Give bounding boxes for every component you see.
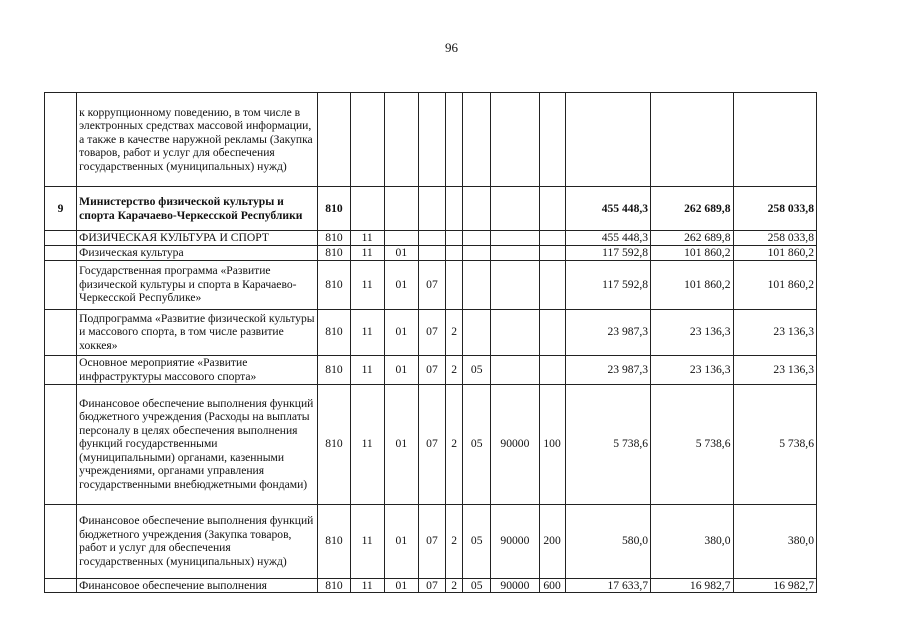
program-code-cell xyxy=(418,245,445,260)
program-code-cell: 07 xyxy=(418,578,445,593)
amount-year1-cell: 455 448,3 xyxy=(565,231,650,246)
program-code-cell: 07 xyxy=(418,504,445,578)
ministry-code-cell: 810 xyxy=(318,309,350,355)
table-body xyxy=(45,93,817,593)
activity-code-cell: 05 xyxy=(463,384,491,504)
row-name-cell: Финансовое обеспечение выполнения функций бюджетного учреждения (Закупка товаров, работ и услуг для обеспечения государственных (муниципальных) нужд) xyxy=(77,504,318,578)
activity-code-cell: 05 xyxy=(463,355,491,384)
subprogram-code-cell: 2 xyxy=(446,384,463,504)
section-code-cell: 11 xyxy=(350,504,384,578)
ministry-code-cell: 810 xyxy=(318,355,350,384)
row-name-cell: Государственная программа «Развитие физической культуры и спорта в Карачаево-Черкесской Республике» xyxy=(77,260,318,309)
amount-year2-cell: 5 738,6 xyxy=(651,384,733,504)
amount-year3-cell: 16 982,7 xyxy=(733,578,817,593)
amount-year2-cell: 262 689,8 xyxy=(651,187,733,231)
row-number-cell: 9 xyxy=(45,187,77,231)
direction-code-cell: 90000 xyxy=(491,504,539,578)
amount-year2-cell: 23 136,3 xyxy=(651,355,733,384)
subprogram-code-cell xyxy=(446,187,463,231)
ministry-code-cell: 810 xyxy=(318,578,350,593)
ministry-code-cell: 810 xyxy=(318,504,350,578)
table-row xyxy=(45,231,817,246)
section-code-cell: 11 xyxy=(350,578,384,593)
expense-type-cell xyxy=(539,231,565,246)
table-row xyxy=(45,384,817,504)
subsection-code-cell xyxy=(384,93,418,187)
row-number-cell xyxy=(45,578,77,593)
program-code-cell: 07 xyxy=(418,260,445,309)
row-number-cell xyxy=(45,504,77,578)
subsection-code-cell: 01 xyxy=(384,245,418,260)
row-name-cell: Финансовое обеспечение выполнения xyxy=(77,578,318,593)
direction-code-cell xyxy=(491,231,539,246)
amount-year1-cell: 23 987,3 xyxy=(565,355,650,384)
activity-code-cell xyxy=(463,231,491,246)
row-number-cell xyxy=(45,260,77,309)
program-code-cell xyxy=(418,93,445,187)
row-name-cell: ФИЗИЧЕСКАЯ КУЛЬТУРА И СПОРТ xyxy=(77,231,318,246)
table-row xyxy=(45,578,817,593)
row-number-cell xyxy=(45,231,77,246)
subprogram-code-cell: 2 xyxy=(446,309,463,355)
activity-code-cell xyxy=(463,245,491,260)
amount-year2-cell: 380,0 xyxy=(651,504,733,578)
section-code-cell: 11 xyxy=(350,245,384,260)
amount-year1-cell: 580,0 xyxy=(565,504,650,578)
table-row xyxy=(45,504,817,578)
program-code-cell xyxy=(418,187,445,231)
section-code-cell: 11 xyxy=(350,231,384,246)
subsection-code-cell: 01 xyxy=(384,578,418,593)
section-code-cell xyxy=(350,93,384,187)
amount-year1-cell: 117 592,8 xyxy=(565,245,650,260)
ministry-code-cell: 810 xyxy=(318,260,350,309)
amount-year1-cell: 455 448,3 xyxy=(565,187,650,231)
direction-code-cell: 90000 xyxy=(491,578,539,593)
row-name-cell: Финансовое обеспечение выполнения функций бюджетного учреждения (Расходы на выплаты персоналу в целях обеспечения выполнения функций государственными (муниципальными) органами, казенными учреждениями, органами управления государственными внебюджетными фондами) xyxy=(77,384,318,504)
direction-code-cell xyxy=(491,187,539,231)
row-number-cell xyxy=(45,245,77,260)
activity-code-cell xyxy=(463,93,491,187)
activity-code-cell xyxy=(463,260,491,309)
table-row xyxy=(45,309,817,355)
subprogram-code-cell xyxy=(446,93,463,187)
direction-code-cell xyxy=(491,309,539,355)
amount-year3-cell: 23 136,3 xyxy=(733,355,817,384)
expense-type-cell xyxy=(539,93,565,187)
activity-code-cell: 05 xyxy=(463,504,491,578)
page-number: 96 xyxy=(445,40,458,55)
subprogram-code-cell: 2 xyxy=(446,355,463,384)
amount-year2-cell: 23 136,3 xyxy=(651,309,733,355)
program-code-cell: 07 xyxy=(418,384,445,504)
table-row xyxy=(45,260,817,309)
ministry-code-cell: 810 xyxy=(318,187,350,231)
subsection-code-cell: 01 xyxy=(384,355,418,384)
row-number-cell xyxy=(45,93,77,187)
subsection-code-cell: 01 xyxy=(384,309,418,355)
amount-year3-cell: 23 136,3 xyxy=(733,309,817,355)
expense-type-cell: 100 xyxy=(539,384,565,504)
section-code-cell: 11 xyxy=(350,384,384,504)
activity-code-cell xyxy=(463,187,491,231)
ministry-code-cell: 810 xyxy=(318,245,350,260)
ministry-code-cell xyxy=(318,93,350,187)
amount-year1-cell xyxy=(565,93,650,187)
table-row xyxy=(45,187,817,231)
subsection-code-cell xyxy=(384,231,418,246)
program-code-cell xyxy=(418,231,445,246)
direction-code-cell: 90000 xyxy=(491,384,539,504)
row-name-cell: Подпрограмма «Развитие физической культуры и массового спорта, в том числе развитие хоккея» xyxy=(77,309,318,355)
expense-type-cell: 600 xyxy=(539,578,565,593)
amount-year3-cell: 258 033,8 xyxy=(733,231,817,246)
subprogram-code-cell: 2 xyxy=(446,504,463,578)
row-name-cell: Физическая культура xyxy=(77,245,318,260)
section-code-cell: 11 xyxy=(350,355,384,384)
subprogram-code-cell: 2 xyxy=(446,578,463,593)
amount-year2-cell: 101 860,2 xyxy=(651,245,733,260)
activity-code-cell xyxy=(463,309,491,355)
row-name-cell: к коррупционному поведению, в том числе в электронных средствах массовой информации, а также в качестве наружной рекламы (Закупка товаров, работ и услуг для обеспечения государственных (муниципальных) нужд) xyxy=(77,93,318,187)
program-code-cell: 07 xyxy=(418,355,445,384)
section-code-cell: 11 xyxy=(350,260,384,309)
subprogram-code-cell xyxy=(446,245,463,260)
amount-year3-cell: 101 860,2 xyxy=(733,260,817,309)
row-name-cell: Министерство физической культуры и спорта Карачаево-Черкесской Республики xyxy=(77,187,318,231)
table-row xyxy=(45,245,817,260)
amount-year2-cell xyxy=(651,93,733,187)
section-code-cell xyxy=(350,187,384,231)
expense-type-cell xyxy=(539,309,565,355)
amount-year2-cell: 101 860,2 xyxy=(651,260,733,309)
amount-year1-cell: 23 987,3 xyxy=(565,309,650,355)
row-number-cell xyxy=(45,384,77,504)
expense-type-cell xyxy=(539,187,565,231)
amount-year3-cell: 5 738,6 xyxy=(733,384,817,504)
amount-year3-cell: 380,0 xyxy=(733,504,817,578)
direction-code-cell xyxy=(491,93,539,187)
subprogram-code-cell xyxy=(446,260,463,309)
program-code-cell: 07 xyxy=(418,309,445,355)
table-row xyxy=(45,355,817,384)
amount-year3-cell: 101 860,2 xyxy=(733,245,817,260)
ministry-code-cell: 810 xyxy=(318,231,350,246)
subsection-code-cell: 01 xyxy=(384,260,418,309)
section-code-cell: 11 xyxy=(350,309,384,355)
expense-type-cell: 200 xyxy=(539,504,565,578)
expense-type-cell xyxy=(539,245,565,260)
subsection-code-cell xyxy=(384,187,418,231)
direction-code-cell xyxy=(491,245,539,260)
ministry-code-cell: 810 xyxy=(318,384,350,504)
expense-type-cell xyxy=(539,260,565,309)
activity-code-cell: 05 xyxy=(463,578,491,593)
table-row xyxy=(45,93,817,187)
subprogram-code-cell xyxy=(446,231,463,246)
amount-year1-cell: 5 738,6 xyxy=(565,384,650,504)
direction-code-cell xyxy=(491,260,539,309)
row-name-cell: Основное мероприятие «Развитие инфраструктуры массового спорта» xyxy=(77,355,318,384)
amount-year2-cell: 16 982,7 xyxy=(651,578,733,593)
subsection-code-cell: 01 xyxy=(384,504,418,578)
amount-year1-cell: 17 633,7 xyxy=(565,578,650,593)
budget-table xyxy=(44,92,817,593)
amount-year1-cell: 117 592,8 xyxy=(565,260,650,309)
subsection-code-cell: 01 xyxy=(384,384,418,504)
expense-type-cell xyxy=(539,355,565,384)
direction-code-cell xyxy=(491,355,539,384)
amount-year3-cell: 258 033,8 xyxy=(733,187,817,231)
row-number-cell xyxy=(45,309,77,355)
row-number-cell xyxy=(45,355,77,384)
amount-year3-cell xyxy=(733,93,817,187)
amount-year2-cell: 262 689,8 xyxy=(651,231,733,246)
